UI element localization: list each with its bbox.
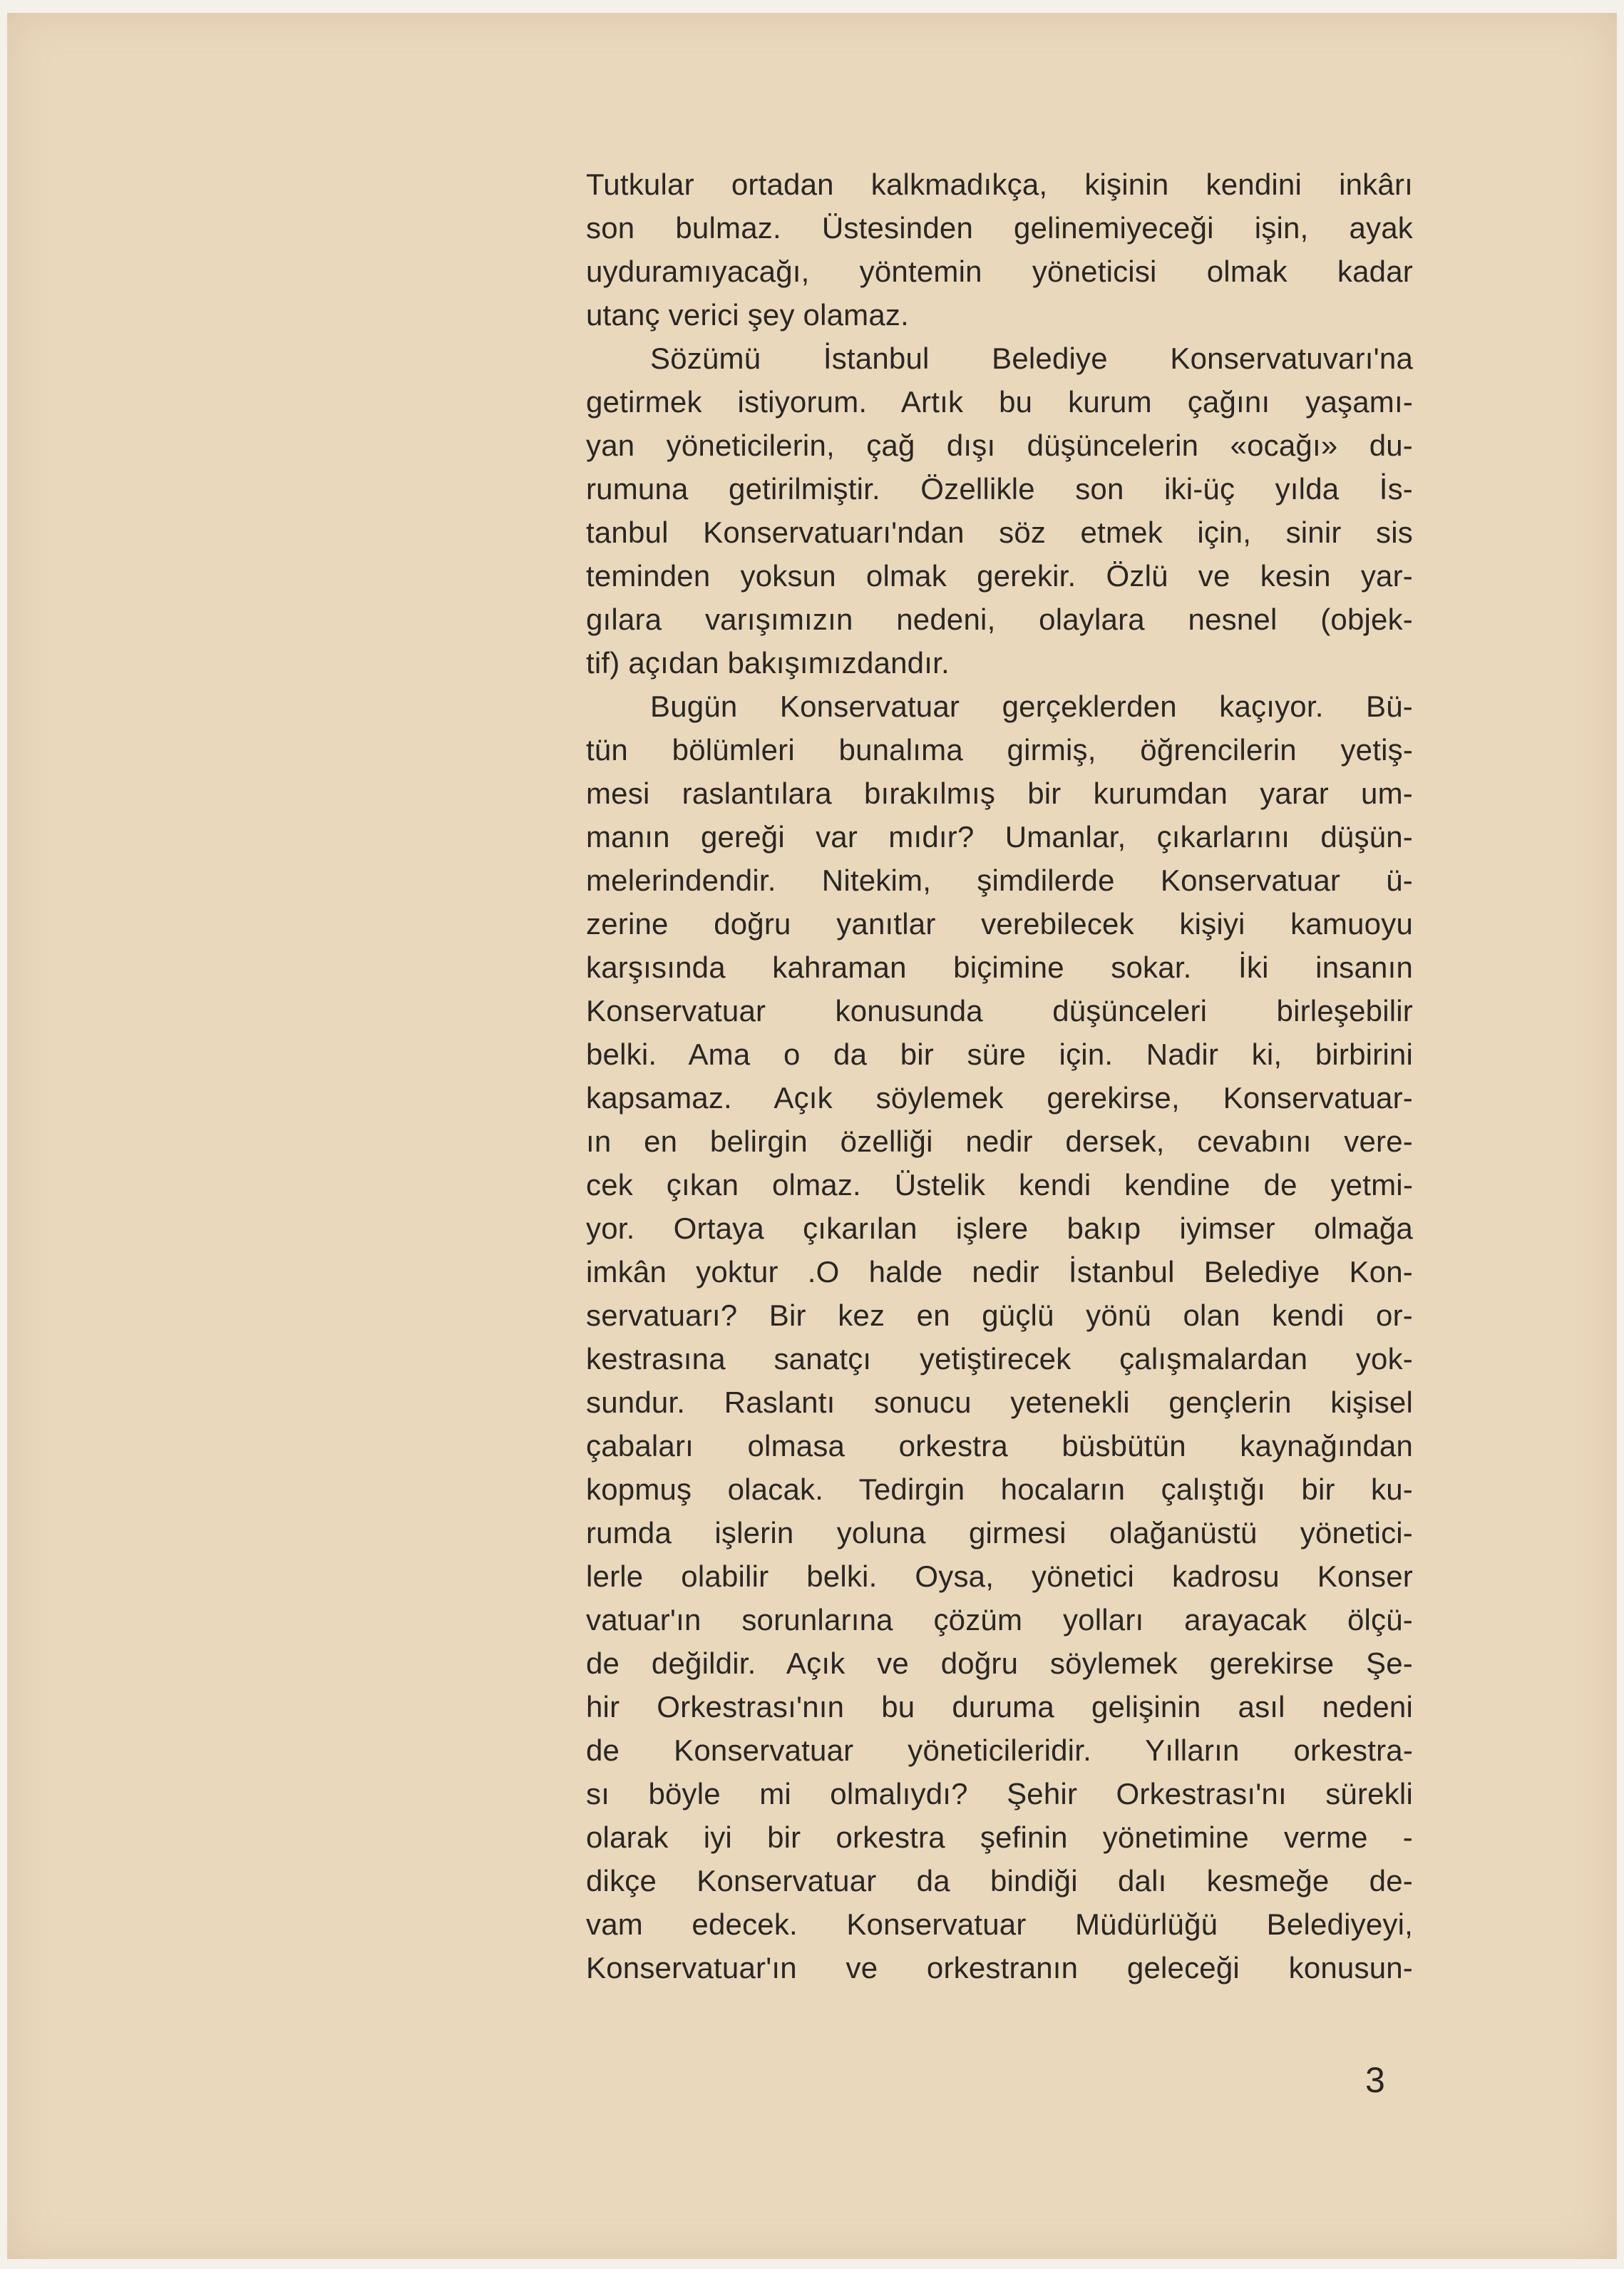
text-line-35: de değildir. Açık ve doğru söylemek gerekirse Şe- [586, 1646, 1413, 1680]
text-line-30: çabaları olmasa orkestra büsbütün kaynağından [586, 1429, 1413, 1463]
body-text-column [586, 163, 1413, 1989]
text-line-41: vam edecek. Konservatuar Müdürlüğü Belediyeyi, [586, 1907, 1413, 1941]
text-line-33: lerle olabilir belki. Oysa, yönetici kadrosu Konser [586, 1559, 1413, 1593]
text-line-24: cek çıkan olmaz. Üstelik kendi kendine de yetmi- [586, 1168, 1413, 1202]
text-line-39: olarak iyi bir orkestra şefinin yönetimine verme - [586, 1820, 1413, 1854]
text-line-18: zerine doğru yanıtlar verebilecek kişiyi kamuoyu [586, 907, 1413, 941]
text-line-22: kapsamaz. Açık söylemek gerekirse, Konservatuar- [586, 1081, 1413, 1115]
text-line-28: kestrasına sanatçı yetiştirecek çalışmalardan yok- [586, 1342, 1413, 1376]
text-line-3: uyduramıyacağı, yöntemin yöneticisi olmak kadar [586, 255, 1413, 288]
text-line-32: rumda işlerin yoluna girmesi olağanüstü yönetici- [586, 1516, 1413, 1550]
text-line-31: kopmuş olacak. Tedirgin hocaların çalıştığı bir ku- [586, 1472, 1413, 1506]
text-line-10: teminden yoksun olmak gerekir. Özlü ve kesin yar- [586, 559, 1413, 593]
text-line-9: tanbul Konservatuarı'ndan söz etmek için, sinir sis [586, 516, 1413, 549]
text-line-2: son bulmaz. Üstesinden gelinemiyeceği işin, ayak [586, 211, 1413, 245]
text-line-13: Bugün Konservatuar gerçeklerden kaçıyor. Bü- [650, 690, 1413, 723]
text-line-20: Konservatuar konusunda düşünceleri birleşebilir [586, 994, 1413, 1028]
text-line-11: gılara varışımızın nedeni, olaylara nesnel (objek- [586, 603, 1413, 636]
text-line-27: servatuarı? Bir kez en güçlü yönü olan kendi or- [586, 1299, 1413, 1332]
text-line-6: getirmek istiyorum. Artık bu kurum çağını yaşamı- [586, 385, 1413, 419]
text-line-14: tün bölümleri bunalıma girmiş, öğrencilerin yetiş- [586, 733, 1413, 767]
text-line-5: Sözümü İstanbul Belediye Konservatuvarı'na [650, 342, 1413, 375]
page-number: 3 [1365, 2060, 1385, 2100]
text-line-8: rumuna getirilmiştir. Özellikle son iki-üç yılda İs- [586, 472, 1413, 506]
text-line-25: yor. Ortaya çıkarılan işlere bakıp iyimser olmağa [586, 1212, 1413, 1245]
text-line-21: belki. Ama o da bir süre için. Nadir ki, birbirini [586, 1038, 1413, 1071]
text-line-23: ın en belirgin özelliği nedir dersek, cevabını vere- [586, 1125, 1413, 1158]
text-line-38: sı böyle mi olmalıydı? Şehir Orkestrası'nı sürekli [586, 1777, 1413, 1810]
text-line-17: melerindendir. Nitekim, şimdilerde Konservatuar ü- [586, 864, 1413, 897]
text-line-26: imkân yoktur .O halde nedir İstanbul Belediye Kon- [586, 1255, 1413, 1289]
text-line-19: karşısında kahraman biçimine sokar. İki insanın [586, 951, 1413, 984]
text-line-36: hir Orkestrası'nın bu duruma gelişinin asıl nedeni [586, 1690, 1413, 1723]
text-line-34: vatuar'ın sorunlarına çözüm yolları arayacak ölçü- [586, 1603, 1413, 1637]
text-line-42: Konservatuar'ın ve orkestranın geleceği konusun- [586, 1951, 1413, 1984]
text-line-29: sundur. Raslantı sonucu yetenekli gençlerin kişisel [586, 1386, 1413, 1419]
text-line-7: yan yöneticilerin, çağ dışı düşüncelerin «ocağı» du- [586, 429, 1413, 462]
text-line-40: dikçe Konservatuar da bindiği dalı kesmeğe de- [586, 1864, 1413, 1897]
text-line-1: Tutkular ortadan kalkmadıkça, kişinin kendini inkârı [586, 168, 1413, 201]
text-line-12: tif) açıdan bakışımızdandır. [586, 646, 950, 680]
text-line-15: mesi raslantılara bırakılmış bir kurumdan yarar um- [586, 777, 1413, 810]
text-line-4: utanç verici şey olamaz. [586, 298, 909, 332]
text-line-16: manın gereği var mıdır? Umanlar, çıkarlarını düşün- [586, 820, 1413, 854]
text-line-37: de Konservatuar yöneticileridir. Yılların orkestra- [586, 1733, 1413, 1767]
